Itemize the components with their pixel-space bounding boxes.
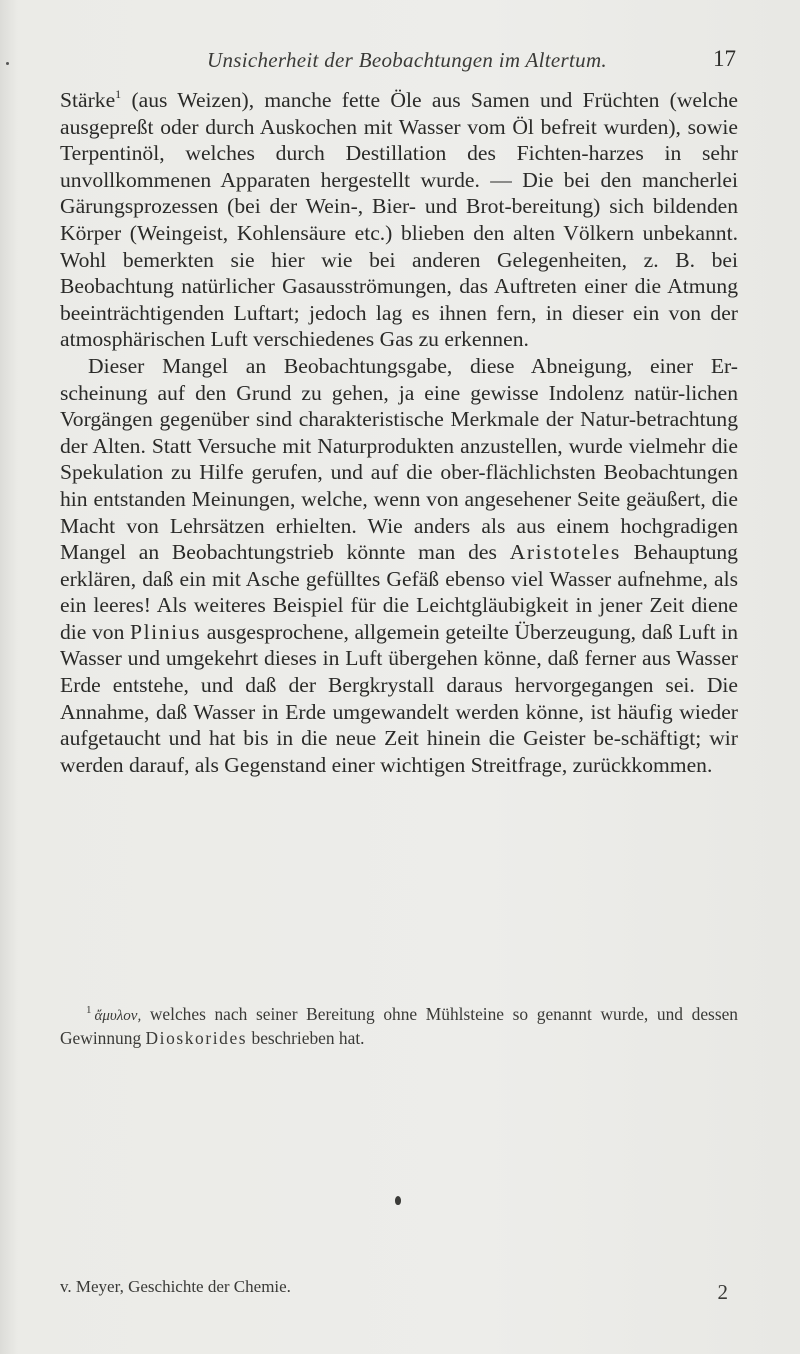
text-run: Dieser Mangel an Beobachtungsgabe, diese Abneigung, einer Er-scheinung auf den Grund zu gehen, ja eine gewisse Indolenz natür-lichen Vorgängen gegenüber sind charakteristische Merkmale der Natur-betrachtung der Alten. Statt Versuche mit Naturprodukten anzustellen, wurde vielmehr die Spekulation zu Hilfe gerufen, und auf die ober-flächlichsten Beobachtungen hin entstanden Meinungen, welche, wenn von angesehener Seite geäußert, die Macht von Lehrsätzen erhielten. Wie anders als aus einem hochgradigen Mangel an Beobachtungstrieb könnte man des	[60, 353, 738, 565]
paragraph	[60, 87, 738, 353]
footnote-name: Dioskorides	[145, 1028, 248, 1048]
person-name: Aristoteles	[509, 540, 621, 565]
page-header	[68, 48, 736, 82]
footnote-reference: 1	[115, 87, 122, 101]
running-title: Unsicherheit der Beobachtungen im Altertum.	[207, 48, 607, 72]
gutter-mark	[6, 62, 9, 65]
text-run: ausgesprochene, allgemein geteilte Überzeugung, daß Luft in Wasser und umgekehrt dieses in Luft übergehen könne, daß ferner aus Wasser Erde entstehe, und daß der Bergkrystall daraus hervorgegangen sei. Die Annahme, daß Wasser in Erde umgewandelt werden könne, ist häufig wieder aufgetaucht und hat bis in die neue Zeit hinein die Geister be-schäftigt; wir werden darauf, als Gegenstand einer wichtigen Streitfrage, zurückkommen.	[60, 619, 738, 777]
footnote	[60, 1003, 738, 1049]
footnote-text-after-name: beschrieben hat.	[247, 1028, 365, 1048]
body-text	[60, 87, 738, 778]
printer-signature: v. Meyer, Geschichte der Chemie.	[60, 1277, 291, 1296]
footnote-text-before-name: welches nach seiner Bereitung ohne Mühlsteine so genannt wurde, und dessen Gewinnung	[60, 1004, 738, 1048]
person-name: Plinius	[129, 619, 202, 644]
text-run: Behauptung erklären, daß ein mit Asche gefülltes Gefäß ebenso viel Wasser aufnehme, als ein leeres! Als weiteres Beispiel für die Leichtgläubigkeit in jener Zeit diene die von	[60, 540, 738, 644]
footnote-greek-word: ἄμυλον,	[94, 1008, 142, 1024]
page-footer	[60, 1277, 732, 1303]
signature-mark: 2	[717, 1280, 728, 1304]
text-run: Stärke	[60, 88, 116, 112]
text-run: (aus Weizen), manche fette Öle aus Samen und Früchten (welche ausgepreßt oder durch Auskochen mit Wasser vom Öl befreit wurden), sowie Terpentinöl, welches durch Destillation des Fichten-harzes in sehr unvollkommenen Apparaten hergestellt wurde. — Die bei den mancherlei Gärungsprozessen (bei der Wein-, Bier- und Brot-bereitung) sich bildenden Körper (Weingeist, Kohlensäure etc.) blieben den alten Völkern unbekannt. Wohl bemerkten sie hier wie bei anderen Gelegenheiten, z. B. bei Beobachtung natürlicher Gasausströmungen, das Auftreten einer die Atmung beeinträchtigenden Luftart; jedoch lag es ihnen fern, in dieser ein von der atmosphärischen Luft verschiedenes Gas zu erkennen.	[60, 88, 738, 352]
footnote-mark: 1	[86, 1004, 92, 1016]
ink-speck	[395, 1196, 401, 1205]
paragraph	[60, 353, 738, 779]
page-number: 17	[713, 46, 736, 71]
